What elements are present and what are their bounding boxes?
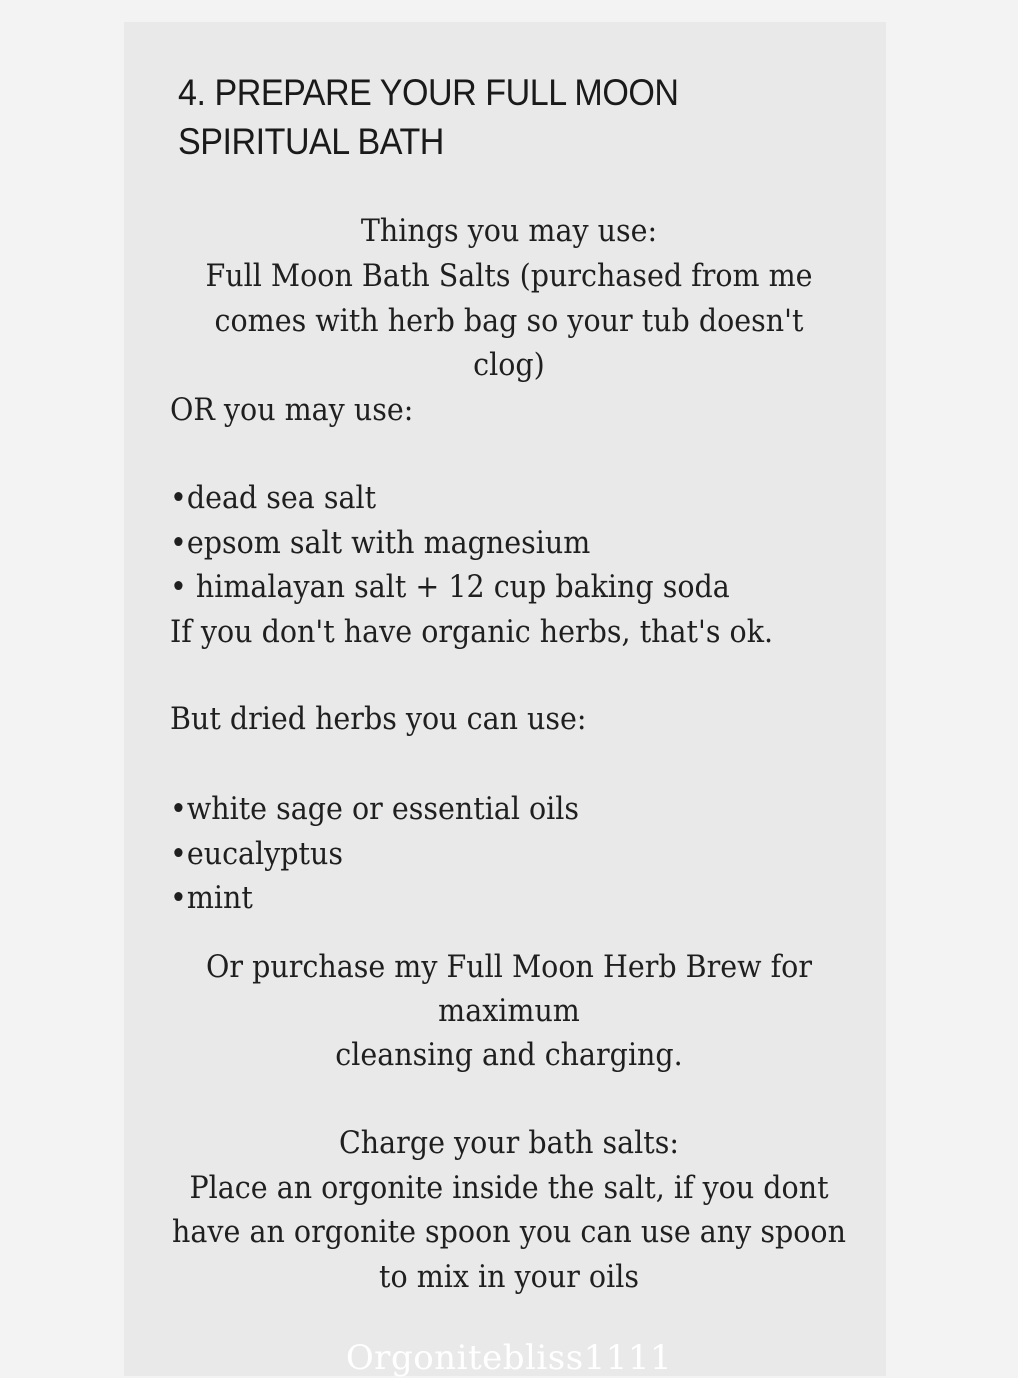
purchase-line-2: maximum <box>438 993 580 1029</box>
page-title-line-1: 4. PREPARE YOUR FULL MOON <box>178 72 679 113</box>
watermark: Orgonitebliss1111 <box>345 1338 673 1378</box>
herbs-heading: But dried herbs you can use: <box>170 701 587 737</box>
salt-list-item: • himalayan salt + 12 cup baking soda <box>170 569 730 605</box>
charge-line-1: Place an orgonite inside the salt, if you dont <box>189 1170 829 1206</box>
herb-list-item: •white sage or essential oils <box>170 791 580 827</box>
herbs-note: If you don't have organic herbs, that's ok. <box>170 614 774 650</box>
herb-list-item: •mint <box>170 880 253 916</box>
charge-line-2: have an orgonite spoon you can use any spoon <box>172 1214 846 1250</box>
purchase-line-1: Or purchase my Full Moon Herb Brew for <box>206 949 812 985</box>
charge-heading: Charge your bath salts: <box>338 1125 679 1161</box>
things-heading: Things you may use: <box>360 213 658 249</box>
herb-list-item: •eucalyptus <box>170 836 344 872</box>
bath-salts-line-2: comes with herb bag so your tub doesn't <box>214 303 804 339</box>
bath-salts-line-1: Full Moon Bath Salts (purchased from me <box>205 258 813 294</box>
or-use-heading: OR you may use: <box>170 392 414 428</box>
salt-list-item: •dead sea salt <box>170 480 377 516</box>
page-title-line-2: SPIRITUAL BATH <box>178 121 444 162</box>
bath-salts-line-3: clog) <box>473 347 545 383</box>
purchase-line-3: cleansing and charging. <box>335 1037 683 1073</box>
charge-line-3: to mix in your oils <box>379 1259 639 1295</box>
salt-list-item: •epsom salt with magnesium <box>170 525 591 561</box>
